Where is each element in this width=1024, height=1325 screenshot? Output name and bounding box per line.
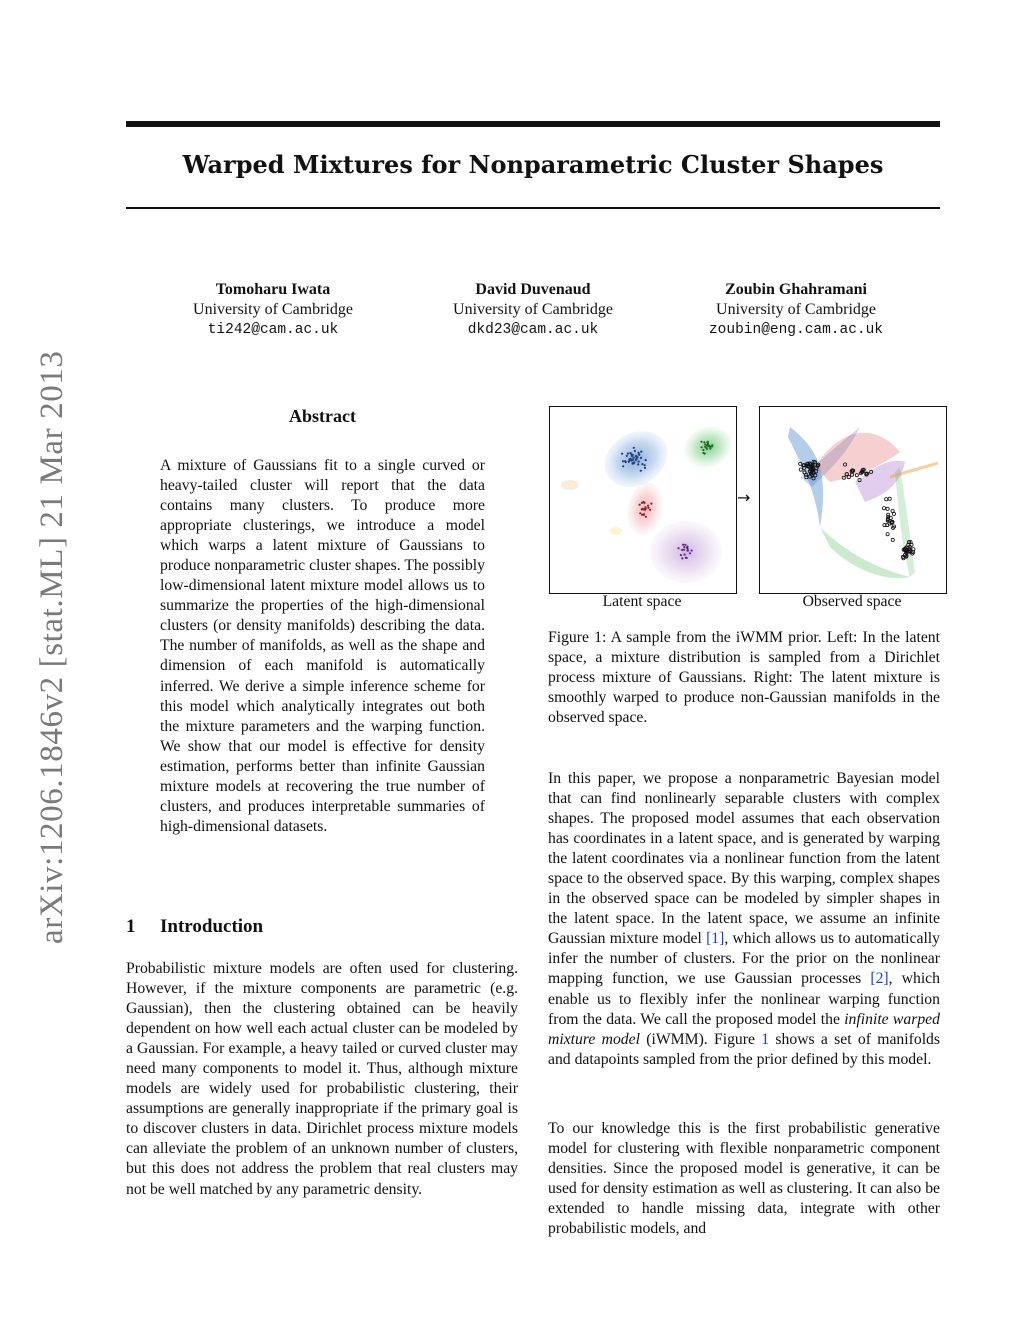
text-run: , which enable us to flexibly infer the nonlinear warping function from the data. We call the proposed model the [548, 970, 940, 1028]
scatter-point [885, 498, 888, 501]
purple-component [650, 521, 722, 583]
scatter-point [640, 451, 642, 453]
author-3 [671, 280, 921, 340]
scatter-point [706, 447, 708, 449]
scatter-point [634, 450, 636, 452]
author-email: dkd23@cam.ac.uk [467, 322, 599, 338]
scatter-point [882, 507, 885, 510]
scatter-point [689, 552, 691, 554]
scatter-point [622, 465, 624, 467]
abstract-heading: Abstract [289, 406, 356, 426]
text-run: (iWMM). Figure [639, 1030, 762, 1048]
section-heading [126, 916, 263, 938]
author-2 [408, 280, 658, 340]
scatter-point [633, 447, 635, 449]
author-name: Tomoharu Iwata [215, 281, 331, 298]
scatter-point [631, 459, 633, 461]
scatter-point [644, 464, 646, 466]
scatter-point [886, 533, 889, 536]
scatter-point [686, 546, 688, 548]
scatter-point [621, 453, 623, 455]
scatter-point [681, 557, 683, 559]
text-run: , which allows us to automatically infer the number of clusters. For the prior on the nonlinear mapping function, we use Gaussian processes [548, 930, 941, 988]
scatter-point [645, 516, 647, 518]
observed-space-plot [759, 406, 947, 594]
scatter-point [681, 549, 683, 551]
scatter-point [647, 505, 649, 507]
scatter-point [683, 546, 685, 548]
scatter-point [627, 452, 629, 454]
scatter-point [643, 513, 645, 515]
faint-component [561, 480, 579, 490]
scatter-point [700, 441, 702, 443]
scatter-point [704, 453, 706, 455]
scatter-point [640, 470, 642, 472]
figure-caption: Figure 1: A sample from the iWMM prior. Left: In the latent space, a mixture distribution is sampled from a Dirichlet process mixture of Gaussians. Right: The latent mixture is smoothly warped to produce non-Gaussian manifolds in the observed space. [548, 629, 940, 727]
scatter-point [639, 504, 641, 506]
scatter-point [683, 549, 685, 551]
paper-title: Warped Mixtures for Nonparametric Cluster Shapes [182, 150, 884, 179]
scatter-point [640, 457, 642, 459]
observed-space-svg [760, 407, 946, 593]
scatter-point [644, 467, 646, 469]
scatter-point [637, 452, 639, 454]
intro-paragraph: Probabilistic mixture models are often used for clustering. However, if the mixture components are parametric (e.g. Gaussian), then the clustering obtained can be heavily dependent on how well each actual cluster can be modeled by a Gaussian. For example, a heavy tailed or curved cluster may need many components to model it. Thus, although mixture models are widely used for probabilistic clustering, their assumptions are generally inappropriate if the primary goal is to discover clusters in data. Dirichlet process mixture models can alleviate the problem of an unknown number of clusters, but this does not address the problem that real clusters may not be well matched by any parametric density. [126, 960, 518, 1198]
scatter-point [638, 460, 640, 462]
scatter-point [644, 508, 646, 510]
scatter-point [686, 557, 688, 559]
scatter-point [708, 445, 710, 447]
text-run: shows a set of manifolds and datapoints sampled from the prior defined by this model. [548, 1030, 941, 1068]
scatter-point [639, 512, 641, 514]
title-rule [126, 207, 940, 209]
scatter-point [892, 512, 895, 515]
arxiv-stamp: arXiv:1206.1846v2 [stat.ML] 21 Mar 2013 [34, 350, 70, 945]
model-name: infinite warped mixture model [548, 1010, 940, 1048]
citation-link[interactable]: [2] [870, 970, 889, 988]
scatter-point [680, 554, 682, 556]
scatter-point [706, 441, 708, 443]
scatter-point [677, 547, 679, 549]
text-run: In this paper, we propose a nonparametric Bayesian model that can find nonlinearly separable clusters with complex shapes. The proposed model assumes that each observation has coordinates in a latent space, and is generated by warping the latent coordinates via a nonlinear function from the latent space to the observed space. By this warping, complex shapes in the observed space can be modeled by simpler shapes in the latent space. In the latent space, we assume an infinite Gaussian mixture model [548, 770, 940, 948]
scatter-point [641, 502, 643, 504]
scatter-point [633, 461, 635, 463]
scatter-point [635, 455, 637, 457]
author-name: David Duvenaud [475, 281, 591, 298]
scatter-point [637, 463, 639, 465]
author-affiliation: University of Cambridge [193, 301, 353, 318]
latent-space-plot [549, 406, 737, 594]
author-affiliation: University of Cambridge [716, 301, 876, 318]
scatter-point [628, 460, 630, 462]
green-component [679, 420, 736, 474]
author-name: Zoubin Ghahramani [725, 281, 867, 298]
scatter-point [799, 468, 802, 471]
right-paragraph-2: To our knowledge this is the first probabilistic generative model for clustering with flexible nonparametric component densities. Since the proposed model is generative, it can be used for density estimation as well as clustering. It can also be extended to handle missing data, integrate with other probabilistic models, and [548, 1120, 940, 1238]
citation-link[interactable]: [1] [706, 930, 725, 948]
figure-link[interactable]: 1 [761, 1030, 770, 1048]
scatter-point [641, 508, 643, 510]
author-email: ti242@cam.ac.uk [207, 322, 339, 338]
scatter-point [682, 544, 684, 546]
section-title: Introduction [160, 916, 264, 937]
scatter-point [649, 509, 651, 511]
green-manifold [895, 467, 915, 577]
scatter-point [887, 513, 890, 516]
scatter-point [625, 461, 627, 463]
scatter-point [647, 507, 649, 509]
scatter-point [633, 457, 635, 459]
scatter-point [711, 444, 713, 446]
scatter-point [709, 448, 711, 450]
latent-space-label: Latent space [602, 593, 682, 610]
scatter-point [684, 554, 686, 556]
scatter-point [650, 503, 652, 505]
right-paragraph-1 [548, 769, 940, 1070]
scatter-point [684, 544, 686, 546]
scatter-point [886, 507, 889, 510]
latent-space-svg [550, 407, 736, 593]
scatter-point [691, 549, 693, 551]
top-rule [126, 121, 940, 127]
scatter-point [635, 459, 637, 461]
arrow-icon: → [737, 488, 751, 507]
observed-space-label: Observed space [802, 593, 902, 610]
author-1 [148, 280, 398, 340]
scatter-point [703, 441, 705, 443]
scatter-point [891, 538, 894, 541]
scatter-point [643, 502, 645, 504]
abstract-text: A mixture of Gaussians fit to a single curved or heavy-tailed cluster will report that the data contains many clusters. To produce more appropriate clusterings, we introduce a model which warps a latent mixture of Gaussians to produce nonparametric cluster shapes. The possibly low-dimensional latent mixture model allows us to summarize the properties of the high-dimensional clusters (or density manifolds) describing the data. The number of manifolds, as well as the shape and dimension of each manifold is automatically inferred. We derive a simple inference scheme for this model which analytically integrates out both the mixture parameters and the warping function. We show that our model is effective for density estimation, performs better than infinite Gaussian mixture models at recovering the true number of clusters, and produces interpretable summaries of high-dimensional datasets. [160, 457, 485, 835]
green-manifold [820, 527, 910, 578]
author-affiliation: University of Cambridge [453, 301, 613, 318]
author-email: zoubin@eng.cam.ac.uk [708, 322, 884, 338]
scatter-point [622, 460, 624, 462]
scatter-point [641, 463, 643, 465]
scatter-point [888, 497, 891, 500]
scatter-point [701, 446, 703, 448]
faint-component [610, 527, 622, 535]
section-number: 1 [126, 916, 136, 937]
scatter-point [629, 452, 631, 454]
scatter-point [626, 455, 628, 457]
scatter-point [645, 459, 647, 461]
scatter-point [702, 449, 704, 451]
